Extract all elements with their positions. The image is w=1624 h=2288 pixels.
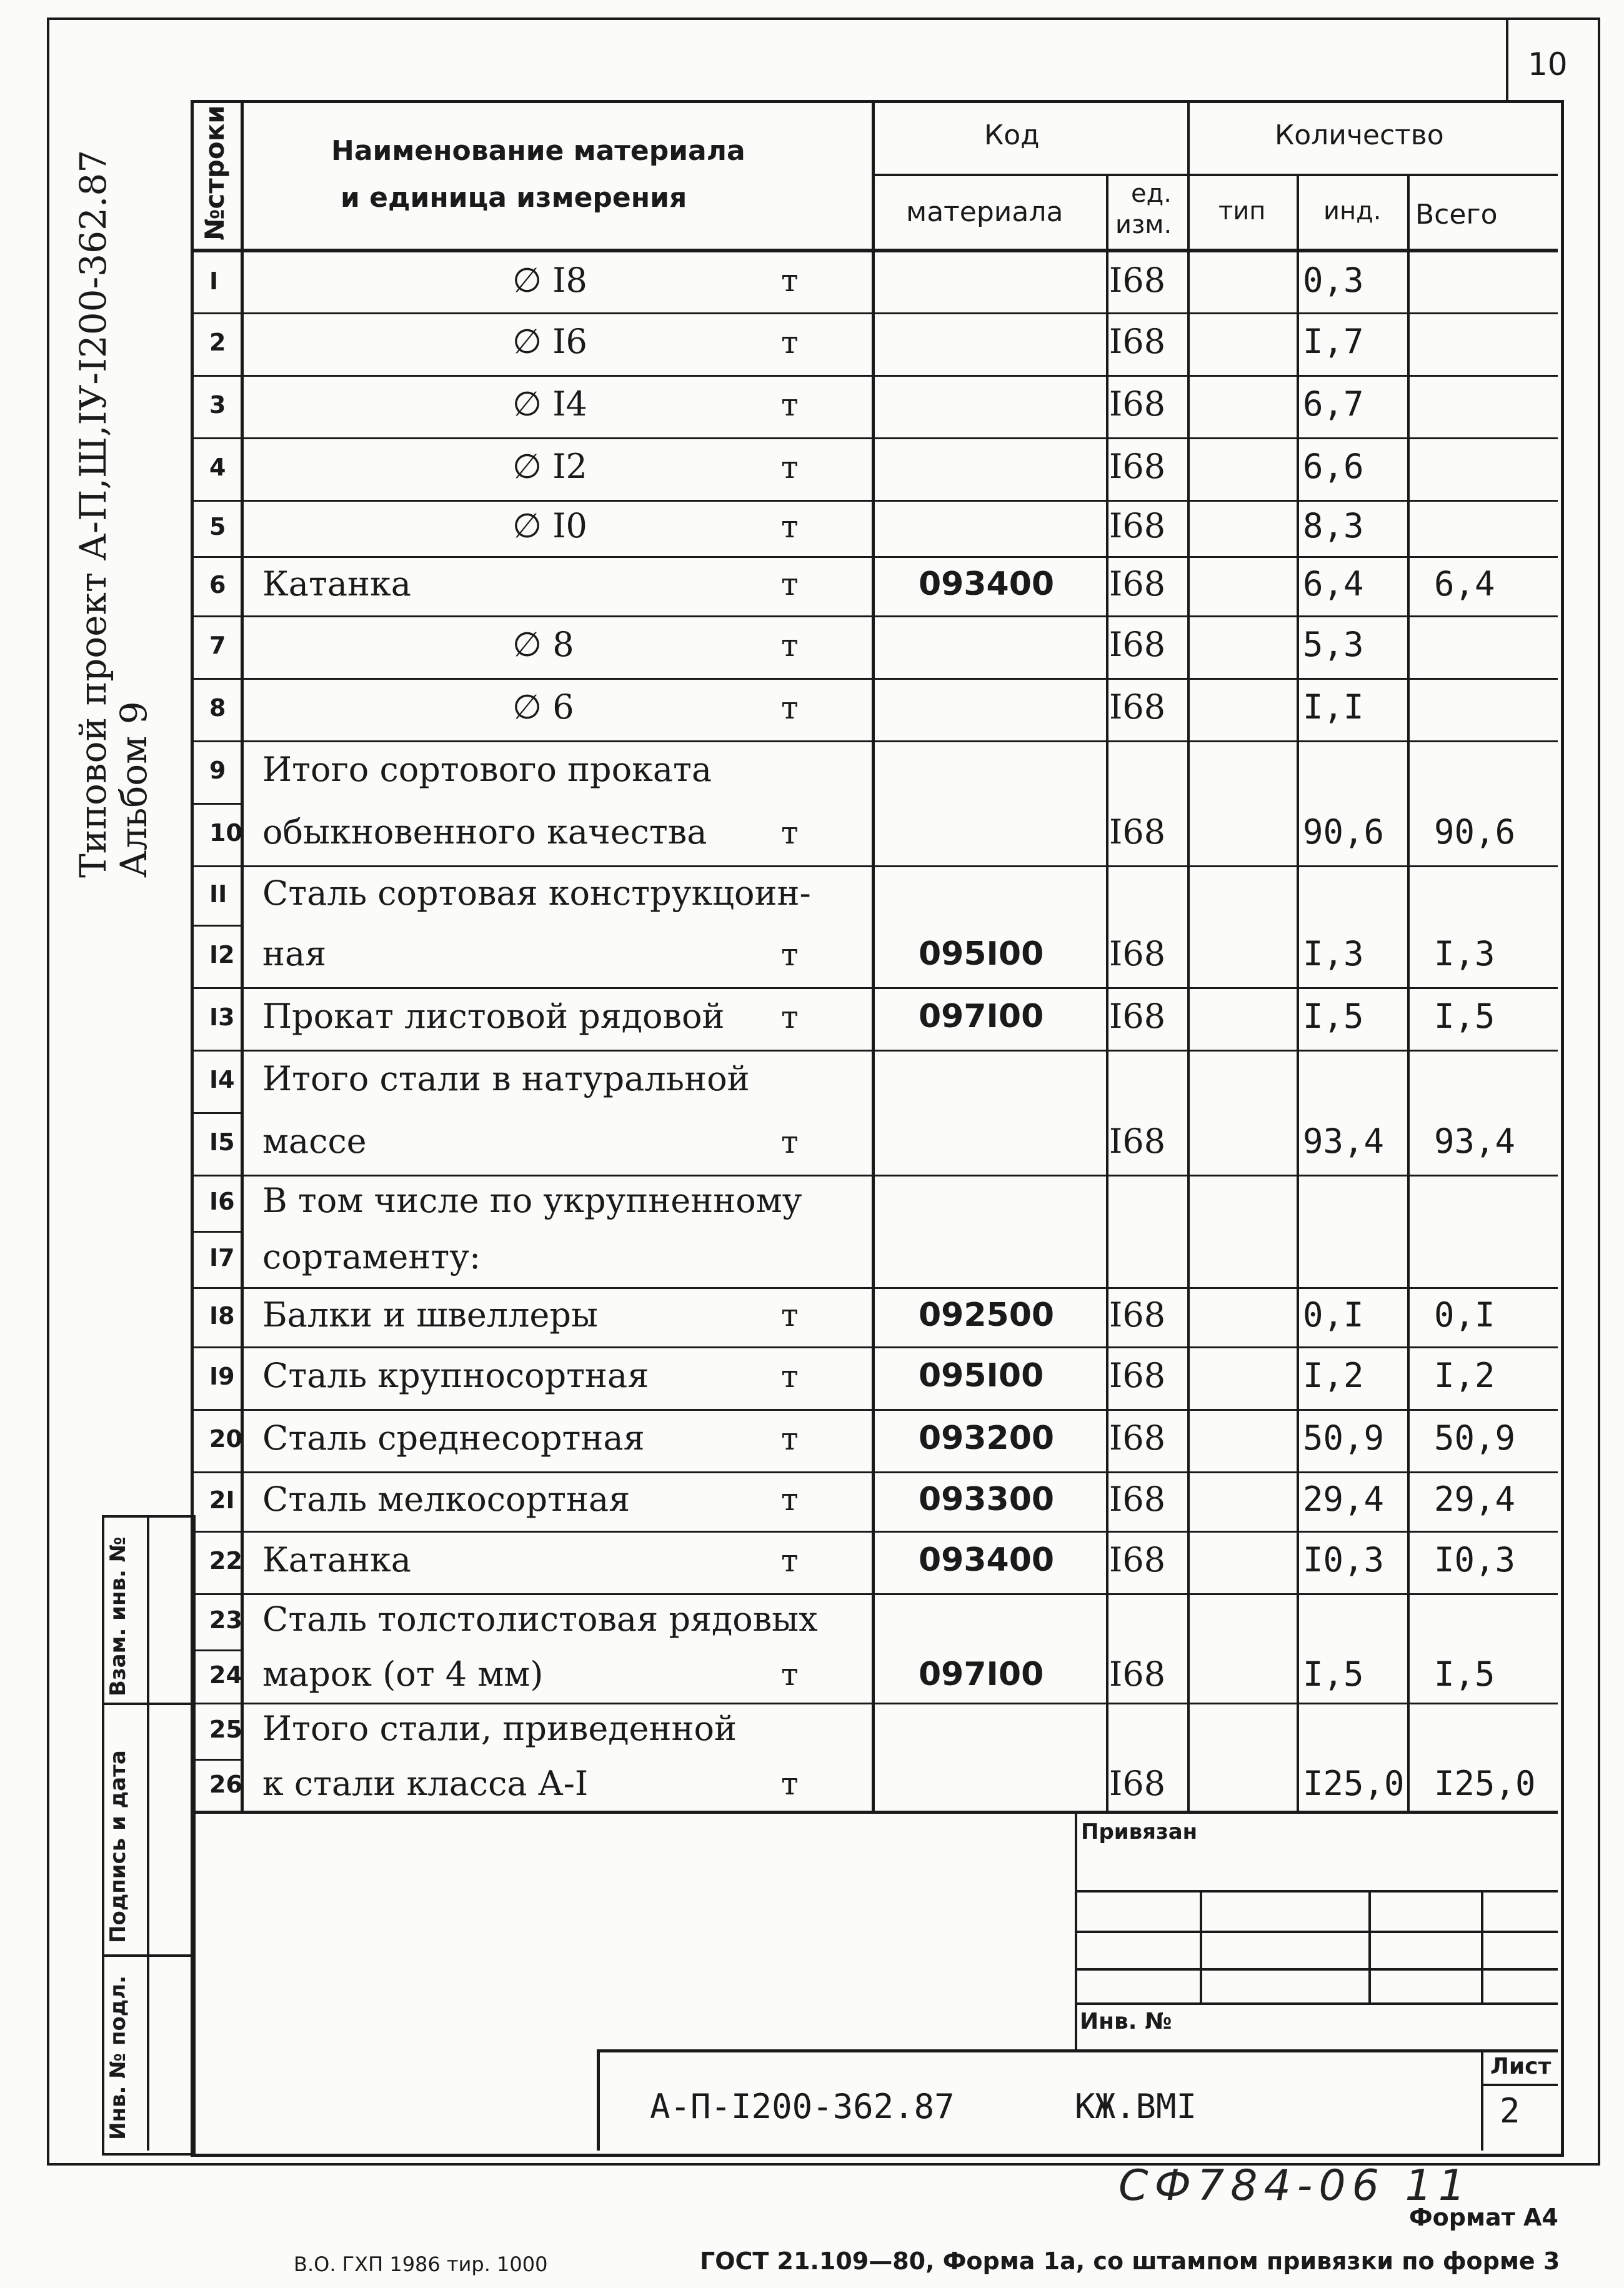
material-code: 095I00: [919, 1357, 1044, 1395]
side-stamp-sep-2: [102, 1954, 191, 1957]
footer-gost: ГОСТ 21.109—80, Форма 1а, со штампом привязки по форме 3: [700, 2247, 1560, 2275]
qty-ind: 29,4: [1303, 1479, 1385, 1519]
header-code-material: материала: [906, 196, 1064, 228]
unit: т: [781, 386, 799, 423]
row-number: I9: [209, 1363, 235, 1391]
unit-code: I68: [1109, 997, 1166, 1037]
qty-total: I,3: [1434, 934, 1495, 974]
side-stamp-label-inv: Инв. № подл.: [106, 1975, 131, 2140]
row-number: I4: [209, 1066, 235, 1094]
material-name: Итого стали, приведенной: [262, 1709, 737, 1749]
unit-code: I68: [1109, 934, 1166, 974]
qty-ind: I,5: [1303, 997, 1364, 1037]
qty-ind: I,2: [1303, 1356, 1364, 1396]
material-code: 093300: [919, 1480, 1055, 1518]
qty-total: 50,9: [1434, 1418, 1516, 1458]
unit: т: [781, 627, 799, 664]
row-separator: [191, 678, 1558, 680]
material-name: Итого стали в натуральной: [262, 1059, 750, 1099]
material-name: Сталь сортовая конструкцоин-: [262, 873, 811, 913]
material-name: Сталь крупносортная: [262, 1356, 649, 1396]
row-number: II: [209, 880, 227, 908]
unit-code: I68: [1109, 1479, 1166, 1519]
row-separator: [191, 1703, 1558, 1704]
material-name: сортаменту:: [262, 1237, 481, 1277]
qty-ind: 90,6: [1303, 812, 1385, 852]
row-separator: [191, 1175, 1558, 1176]
unit-code: I68: [1109, 447, 1166, 487]
unit-code: I68: [1109, 260, 1166, 300]
row-number: 4: [209, 454, 226, 482]
header-qty-ind: инд.: [1323, 197, 1382, 226]
unit-code: I68: [1109, 1540, 1166, 1580]
side-stamp-label-replace: Взам. инв. №: [106, 1536, 131, 1696]
row-number: I: [209, 267, 219, 295]
row-number: 22: [209, 1547, 242, 1575]
stamp-line-1: [1075, 1890, 1558, 1893]
row-separator: [191, 437, 1558, 439]
side-stamp-sep-1: [102, 1703, 191, 1705]
material-name: обыкновенного качества: [262, 812, 707, 852]
side-stamp-label-signature: Подпись и дата: [106, 1750, 131, 1943]
row-number: I8: [209, 1301, 235, 1330]
sheet-value: 2: [1500, 2091, 1520, 2131]
row-separator: [191, 925, 242, 927]
table-bottom-line: [191, 1811, 1558, 1814]
row-number: I6: [209, 1188, 235, 1216]
material-name: ная: [262, 934, 327, 974]
row-separator: [191, 987, 1558, 989]
material-name: Итого сортового проката: [262, 750, 712, 790]
row-separator: [191, 556, 1558, 558]
side-project-title: Типовой проект А-П,Ш,IУ-I200-362.87: [72, 149, 114, 878]
col-line-qty: [1187, 100, 1190, 1812]
col-line-code: [872, 100, 875, 1812]
material-name: Балки и швеллеры: [262, 1295, 598, 1335]
material-code: 093400: [919, 1541, 1055, 1579]
col-line-ind: [1297, 174, 1299, 1812]
material-name: ∅ I8: [512, 260, 587, 300]
unit-code: I68: [1109, 1295, 1166, 1335]
header-name-line2: и единица измерения: [341, 182, 687, 214]
sheet-number-box-left: [1506, 17, 1508, 100]
row-number: 23: [209, 1606, 242, 1634]
qty-ind: I,7: [1303, 322, 1364, 362]
row-number: I7: [209, 1244, 235, 1272]
qty-total: I25,0: [1434, 1763, 1536, 1803]
header-quantity: Количество: [1275, 119, 1444, 151]
unit: т: [781, 814, 799, 851]
qty-ind: 6,7: [1303, 384, 1364, 424]
material-name: к стали класса А-I: [262, 1763, 589, 1803]
header-name-line1: Наименование материала: [331, 135, 745, 167]
sheet-label: Лист: [1490, 2054, 1552, 2079]
row-number: 10: [209, 819, 242, 847]
sheet-number: 10: [1528, 46, 1568, 82]
row-separator: [191, 1593, 1558, 1595]
material-name: массе: [262, 1122, 367, 1161]
material-name: ∅ 8: [512, 625, 574, 665]
row-separator: [191, 312, 1558, 314]
unit-code: I68: [1109, 1763, 1166, 1803]
material-code: 093200: [919, 1420, 1055, 1458]
material-name: Сталь толстолистовая рядовых: [262, 1599, 818, 1639]
header-code: Код: [984, 119, 1040, 151]
row-separator: [191, 1409, 1558, 1411]
qty-ind: I,3: [1303, 934, 1364, 974]
unit: т: [781, 262, 799, 299]
row-separator: [191, 1471, 1558, 1473]
qty-total: 93,4: [1434, 1122, 1516, 1161]
header-qty-type: тип: [1218, 197, 1266, 226]
unit: т: [781, 566, 799, 602]
doc-code: А-П-I200-362.87: [650, 2087, 955, 2126]
qty-ind: 0,I: [1303, 1295, 1364, 1335]
qty-ind: 5,3: [1303, 625, 1364, 665]
row-separator: [191, 1759, 242, 1761]
stamp-v-2: [1368, 1890, 1371, 2002]
material-code: 093400: [919, 565, 1055, 603]
row-number: 26: [209, 1770, 242, 1798]
row-number: 2I: [209, 1486, 235, 1514]
row-number: 24: [209, 1661, 242, 1689]
stamp-inv-label: Инв. №: [1080, 2009, 1172, 2034]
material-code: 097I00: [919, 998, 1044, 1036]
title-block-left: [597, 2049, 600, 2151]
row-separator: [191, 740, 1558, 742]
row-separator: [191, 803, 242, 805]
qty-total: I0,3: [1434, 1540, 1516, 1580]
qty-total: 0,I: [1434, 1295, 1495, 1335]
qty-ind: 93,4: [1303, 1122, 1385, 1161]
row-separator: [191, 615, 1558, 617]
unit-code: I68: [1109, 384, 1166, 424]
row-number: 2: [209, 329, 226, 357]
stamp-line-4: [1075, 2002, 1558, 2005]
row-separator: [191, 1050, 1558, 1052]
col-line-total: [1407, 174, 1410, 1812]
material-name: ∅ 6: [512, 687, 574, 727]
header-row-number: №строки: [199, 105, 230, 241]
row-number: I3: [209, 1003, 235, 1032]
side-stamp-divider: [147, 1515, 149, 2151]
unit-code: I68: [1109, 687, 1166, 727]
qty-ind: I,5: [1303, 1654, 1364, 1694]
row-number: I5: [209, 1128, 235, 1156]
row-number: 8: [209, 694, 226, 722]
unit-code: I68: [1109, 1122, 1166, 1161]
row-number: 20: [209, 1425, 242, 1453]
unit-code: I68: [1109, 1356, 1166, 1396]
material-name: ∅ I6: [512, 322, 587, 362]
unit: т: [781, 508, 799, 545]
material-code: 092500: [919, 1296, 1055, 1334]
material-code: 097I00: [919, 1655, 1044, 1693]
stamp-line-2: [1075, 1931, 1558, 1933]
unit: т: [781, 1542, 799, 1579]
col-line-unit: [1106, 174, 1108, 1812]
qty-ind: 0,3: [1303, 260, 1364, 300]
material-name: ∅ I2: [512, 447, 587, 487]
unit-code: I68: [1109, 1418, 1166, 1458]
footer-left-note: В.О. ГХП 1986 тир. 1000: [294, 2252, 548, 2276]
material-name: В том числе по укрупненному: [262, 1181, 802, 1221]
handwritten-number: СФ784-06 11: [1118, 2161, 1472, 2211]
row-number: I2: [209, 941, 235, 969]
unit: т: [781, 936, 799, 973]
unit-code: I68: [1109, 506, 1166, 546]
stamp-line-3: [1075, 1968, 1558, 1971]
material-name: ∅ I4: [512, 384, 587, 424]
row-number: 25: [209, 1716, 242, 1744]
row-separator: [191, 1287, 1558, 1289]
unit: т: [781, 998, 799, 1035]
material-code: 095I00: [919, 935, 1044, 973]
side-album-title: Альбом 9: [112, 701, 155, 878]
title-block-sheet-mid: [1481, 2084, 1558, 2086]
qty-total: 29,4: [1434, 1479, 1516, 1519]
unit-code: I68: [1109, 322, 1166, 362]
row-separator: [191, 375, 1558, 377]
row-number: 5: [209, 513, 226, 541]
row-separator: [191, 865, 1558, 867]
material-name: Сталь среднесортная: [262, 1418, 645, 1458]
stamp-v-3: [1481, 1890, 1483, 2002]
unit: т: [781, 1656, 799, 1693]
row-number: 3: [209, 391, 226, 419]
qty-total: I,5: [1434, 1654, 1495, 1694]
unit: т: [781, 449, 799, 485]
unit: т: [781, 324, 799, 361]
row-number: 6: [209, 570, 226, 599]
stamp-v-1: [1200, 1890, 1202, 2002]
format-label: Формат А4: [1409, 2204, 1558, 2231]
qty-ind: I25,0: [1303, 1763, 1405, 1803]
unit-code: I68: [1109, 625, 1166, 665]
title-block-top: [597, 2049, 1558, 2052]
row-number: 9: [209, 757, 226, 785]
qty-ind: 50,9: [1303, 1418, 1385, 1458]
header-unit-line2: изм.: [1115, 211, 1172, 239]
unit-code: I68: [1109, 564, 1166, 604]
qty-ind: 6,6: [1303, 447, 1364, 487]
header-qty-total: Всего: [1415, 199, 1498, 231]
row-separator: [191, 1531, 1558, 1533]
unit: т: [781, 1358, 799, 1395]
qty-ind: 6,4: [1303, 564, 1364, 604]
material-name: марок (от 4 мм): [262, 1654, 544, 1694]
row-separator: [191, 1112, 242, 1114]
qty-ind: 8,3: [1303, 506, 1364, 546]
unit: т: [781, 1123, 799, 1160]
material-name: ∅ I0: [512, 506, 587, 546]
row-separator: [191, 500, 1558, 502]
row-separator: [191, 1231, 242, 1233]
row-number: 7: [209, 632, 226, 660]
unit: т: [781, 1481, 799, 1518]
qty-total: 6,4: [1434, 564, 1495, 604]
qty-total: I,5: [1434, 997, 1495, 1037]
header-mid-line: [872, 174, 1558, 176]
header-unit-line1: ед.: [1131, 179, 1172, 208]
unit-code: I68: [1109, 1654, 1166, 1694]
unit: т: [781, 1297, 799, 1333]
qty-ind: I0,3: [1303, 1540, 1385, 1580]
qty-ind: I,I: [1303, 687, 1364, 727]
row-separator: [191, 1649, 242, 1651]
row-separator: [191, 1346, 1558, 1348]
unit: т: [781, 1766, 799, 1802]
doc-suffix: КЖ.ВМI: [1075, 2087, 1197, 2126]
material-name: Катанка: [262, 564, 411, 604]
material-name: Сталь мелкосортная: [262, 1479, 630, 1519]
material-name: Катанка: [262, 1540, 411, 1580]
title-block-sheet-left: [1481, 2049, 1483, 2151]
material-name: Прокат листовой рядовой: [262, 997, 725, 1037]
unit: т: [781, 689, 799, 726]
qty-total: 90,6: [1434, 812, 1516, 852]
unit-code: I68: [1109, 812, 1166, 852]
stamp-attached-label: Привязан: [1081, 1819, 1198, 1844]
unit: т: [781, 1420, 799, 1457]
qty-total: I,2: [1434, 1356, 1495, 1396]
